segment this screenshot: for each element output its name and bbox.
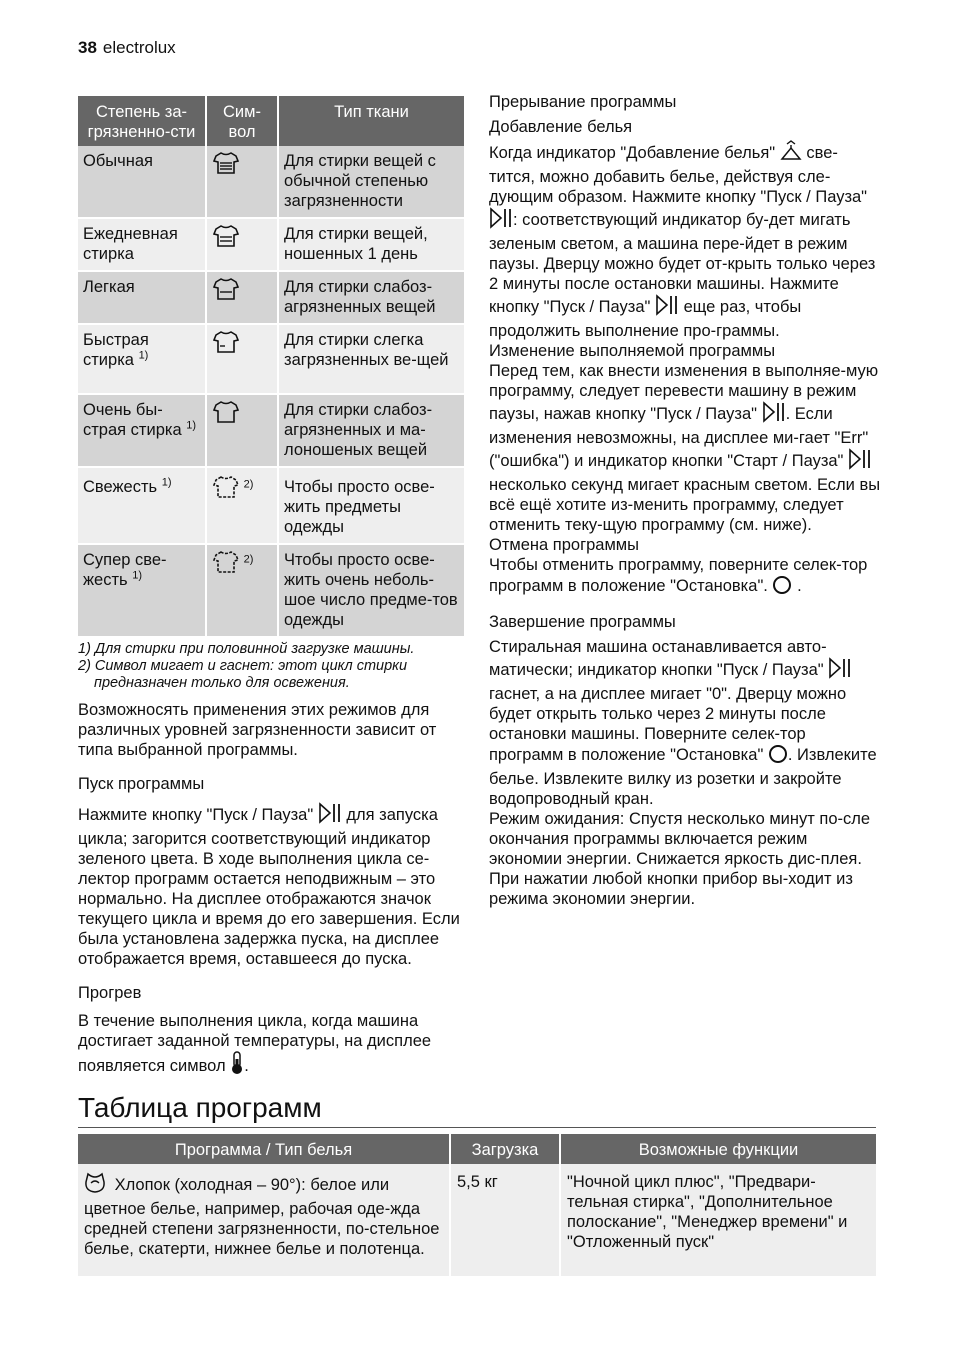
table-row (78, 218, 464, 271)
fabric-type: Для стирки слабоз-агрязненных вещей (278, 271, 464, 324)
program-table (78, 1134, 876, 1276)
left-column (78, 96, 464, 1080)
soil-level: Супер све-жесть $^{1)}$ (78, 544, 206, 637)
section-title-start: Пуск программы (78, 775, 205, 793)
soil-header-level: Степень за-грязненно-сти (78, 96, 206, 146)
soil-header-symbol: Сим-вол (206, 96, 278, 146)
footnote-mark: 2) (243, 553, 254, 566)
table-row (78, 324, 464, 394)
section-title-finish: Завершение программы (489, 613, 676, 631)
shirt-icon (206, 146, 278, 218)
play-pause-icon (655, 294, 679, 321)
stop-circle-icon (768, 744, 788, 769)
footnote-mark: 1) (138, 349, 149, 362)
play-pause-icon (318, 802, 342, 829)
soil-level: Ежедневная стирка (78, 218, 206, 271)
intro-paragraph: Возможносять применения этих режимов для различных уровней загрязненности зависит от типа выбранной программы. (78, 701, 437, 759)
stop-circle-icon (772, 575, 792, 600)
program-description: белое или цветное белье, например, рабочая оде-жда средней степени загрязненности, по-стельное белье, скатерти, нижнее белье и полотенца. (84, 1176, 440, 1258)
fabric-type: Для стирки слабоз-агрязненных и ма-лоношеных вещей (278, 394, 464, 467)
program-header-functions: Возможные функции (560, 1134, 876, 1164)
finish-paragraph: Стиральная машина останавливается авто-матически; индикатор кнопки "Пуск / Пауза" гаснет, а на дисплее мигает "0". Дверцу можно будет открыть только через 2 минуты после остановки машины. Поверните селек-тор программ в положение "Остановка" . Извлеките белье. Извлеките вилку из розетки и закройте водопроводный кран. (489, 638, 877, 808)
fabric-type: Чтобы просто осве-жить предметы одежды (278, 467, 464, 544)
standby-paragraph: Режим ожидания: Спустя несколько минут по-сле окончания программы включается режим экономии энергии. Снижается яркость дис-плея. При нажатии любой кнопки прибор вы-ходит из режима экономии энергии. (489, 810, 871, 908)
soil-header-fabric: Тип ткани (278, 96, 464, 146)
fabric-type: Для стирки слегка загрязненных ве-щей (278, 324, 464, 394)
shirt-icon (206, 218, 278, 271)
table-row (78, 1164, 876, 1276)
cancel-paragraph: Чтобы отменить программу, поверните селек-тор программ в положение "Остановка". . (489, 555, 881, 600)
section-title-change: Изменение выполняемой программы (489, 342, 776, 360)
soil-level-table (78, 96, 464, 638)
thermometer-icon (230, 1051, 244, 1080)
program-name: Хлопок (холодная – 90°): (114, 1176, 306, 1194)
cotton-icon (84, 1172, 106, 1199)
table-footnotes (78, 641, 464, 692)
shirt-icon (206, 324, 278, 394)
functions-cell: "Ночной цикл плюс", "Предвари-тельная стирка", "Дополнительное полоскание", "Менеджер времени" и "Отложенный пуск" (560, 1164, 876, 1276)
footnote-mark: 1) (132, 569, 142, 582)
program-header-program: Программа / Тип белья (78, 1134, 450, 1164)
page-title: Таблица программ (78, 1092, 322, 1123)
footnote-mark: 2) (243, 478, 254, 491)
table-row (78, 467, 464, 544)
add-laundry-icon (780, 140, 802, 167)
start-paragraph: Нажмите кнопку "Пуск / Пауза" для запуска цикла; загорится соответствующий индикатор зеленого цвета. В ходе выполнения цикла се-лектор программ остается неподвижным – это нормально. На дисплее отображаются значок текущего цикла и время до его завершения. Если была установлена задержка пуска, на дисплее отображается время, оставшееся до пуска. (78, 802, 464, 969)
play-pause-icon (762, 401, 786, 428)
table-row (78, 271, 464, 324)
footnote-mark: 1) (161, 476, 172, 489)
play-pause-icon (489, 207, 513, 234)
fabric-type: Для стирки вещей, ношенных 1 день (278, 218, 464, 271)
section-title-add-laundry: Добавление белья (489, 118, 633, 136)
fabric-type: Для стирки вещей с обычной степенью загрязненности (278, 146, 464, 218)
program-header-load: Загрузка (450, 1134, 560, 1164)
page-number: 38 (78, 38, 97, 57)
footnote: 2) Символ мигает и гаснет: этот цикл стирки (78, 658, 408, 674)
title-divider (78, 1127, 876, 1128)
shirt-icon (206, 394, 278, 467)
load-cell: 5,5 кг (450, 1164, 560, 1276)
soil-level: Очень бы-страя стирка $^{1)}$ (78, 394, 206, 467)
fabric-type: Чтобы просто осве-жить очень неболь-шое число предме-тов одежды (278, 544, 464, 637)
heat-paragraph: В течение выполнения цикла, когда машина достигает заданной температуры, на дисплее появляется символ . (78, 1011, 464, 1080)
shirt-outline-icon (206, 467, 278, 544)
table-row (78, 544, 464, 637)
section-title-heat: Прогрев (78, 984, 142, 1002)
soil-level: Быстрая стирка $^{1)}$ (78, 324, 206, 394)
section-title-interrupt: Прерывание программы (489, 93, 677, 111)
footnote: предназначен только для освежения. (94, 675, 350, 691)
soil-level: Легкая (78, 271, 206, 324)
shirt-outline-icon (206, 544, 278, 637)
footnote-mark: 1) (186, 419, 197, 432)
right-column (489, 92, 881, 909)
section-title-standby: Режим ожидания (489, 810, 620, 828)
shirt-icon (206, 271, 278, 324)
soil-level: Свежесть $^{1)}$ (78, 467, 206, 544)
change-paragraph: Перед тем, как внести изменения в выполняе-мую программу, следует перевести машину в режим паузы, нажав кнопку "Пуск / Пауза" . Если изменения невозможны, на дисплее ми-гает "Err" ("ошибка") и индикатор кнопки "Старт / Пауза" несколько секунд мигает красным светом. Если вы всё ещё хотите из-менить программу, следует отменить теку-щую программу (см. ниже). (489, 362, 881, 534)
program-cell (78, 1164, 450, 1276)
play-pause-icon (828, 657, 852, 684)
brand-name: electrolux (102, 38, 176, 57)
footnote: 1) Для стирки при половинной загрузке машины. (78, 641, 415, 657)
table-row (78, 146, 464, 218)
soil-level: Обычная (78, 146, 206, 218)
play-pause-icon (848, 448, 872, 475)
table-row (78, 394, 464, 467)
section-title-cancel: Отмена программы (489, 536, 639, 554)
add-laundry-paragraph: Когда индикатор "Добавление белья" све-тится, можно добавить белье, действуя сле-дующим образом. Нажмите кнопку "Пуск / Пауза" : соответствующий индикатор бу-дет мигать зеленым светом, а машина пере-йдет в режим паузы. Дверцу можно будет от-крыть только через 2 минуты после остановки машины. Нажмите кнопку "Пуск / Пауза" еще раз, чтобы продолжить выполнение про-граммы. (489, 140, 881, 341)
page-header (78, 38, 176, 58)
